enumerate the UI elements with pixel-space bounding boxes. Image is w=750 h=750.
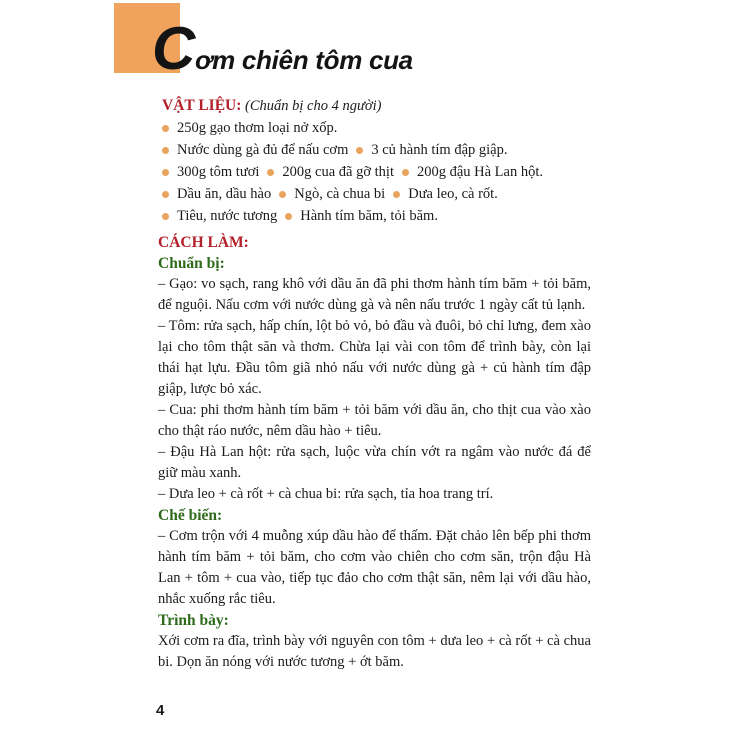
- bullet-dot-icon: [393, 191, 400, 198]
- bullet-dot-icon: [267, 169, 274, 176]
- serve-steps: [158, 631, 591, 673]
- ingredient-text: 200g đậu Hà Lan hột.: [416, 164, 544, 180]
- cook-heading: Chế biến:: [158, 507, 223, 524]
- ingredients-header: [162, 95, 622, 117]
- ingredient-text: Hành tím băm, tỏi băm.: [300, 208, 438, 224]
- ingredient-text: Ngò, cà chua bi: [294, 186, 386, 202]
- prep-heading: Chuẩn bị:: [158, 255, 225, 272]
- ingredients-subheading: (Chuẩn bị cho 4 người): [245, 98, 382, 114]
- bullet-dot-icon: [162, 147, 169, 154]
- ingredients-section: [162, 95, 622, 227]
- step-paragraph: – Tôm: rửa sạch, hấp chín, lột bỏ vỏ, bỏ đầu và đuôi, bỏ chỉ lưng, đem xào lại cho tôm thật săn và thơm. Chừa lại vài con tôm để trình bày, còn lại thái hạt lựu. Đầu tôm giã nhỏ nấu với nước dùng gà + củ hành tím đập giập, lược bỏ xác.: [158, 318, 591, 397]
- bullet-dot-icon: [279, 191, 286, 198]
- ingredient-row: [162, 161, 622, 183]
- ingredient-item: [356, 139, 507, 161]
- step-paragraph: Xới cơm ra đĩa, trình bày với nguyên con tôm + dưa leo + cà rốt + cà chua bi. Dọn ăn nóng với nước tương + ớt băm.: [158, 633, 591, 670]
- ingredient-row: [162, 139, 622, 161]
- ingredient-text: 300g tôm tươi: [177, 164, 260, 180]
- bullet-dot-icon: [402, 169, 409, 176]
- step-paragraph: – Cơm trộn với 4 muỗng xúp dầu hào để thấm. Đặt chảo lên bếp phi thơm hành tím băm + tỏi băm, cho cơm vào chiên cho cơm săn, trộn đậu Hà Lan + tôm + cua vào, tiếp tục đảo cho cơm thật săn, nêm lại với dầu hào, nhắc xuống rắc tiêu.: [158, 528, 591, 607]
- step-paragraph: – Gạo: vo sạch, rang khô với dầu ăn đã phi thơm hành tím băm + tỏi băm, để nguội. Nấu cơm với nước dùng gà và nên nấu trước 1 ngày cất tủ lạnh.: [158, 276, 591, 313]
- bullet-dot-icon: [162, 191, 169, 198]
- prep-steps: [158, 274, 591, 505]
- title-text: ơm chiên tôm cua: [195, 45, 413, 75]
- ingredient-item: [267, 161, 394, 183]
- bullet-dot-icon: [162, 213, 169, 220]
- ingredient-row: [162, 117, 622, 139]
- method-heading: CÁCH LÀM:: [158, 234, 249, 251]
- ingredient-item: [162, 139, 348, 161]
- bullet-dot-icon: [162, 125, 169, 132]
- ingredient-text: 250g gạo thơm loại nở xốp.: [177, 120, 338, 136]
- ingredient-item: [279, 183, 385, 205]
- ingredient-item: [162, 205, 277, 227]
- ingredient-item: [162, 183, 271, 205]
- ingredient-item: [162, 161, 259, 183]
- bullet-dot-icon: [285, 213, 292, 220]
- ingredient-text: Dầu ăn, dầu hào: [177, 186, 272, 202]
- ingredient-item: [402, 161, 543, 183]
- ingredient-text: Nước dùng gà đủ để nấu cơm: [177, 142, 349, 158]
- ingredient-row: [162, 205, 622, 227]
- bullet-dot-icon: [162, 169, 169, 176]
- ingredient-text: 200g cua đã gỡ thịt: [282, 164, 394, 180]
- ingredient-text: Dưa leo, cà rốt.: [408, 186, 498, 202]
- method-section: [158, 232, 591, 673]
- ingredient-item: [162, 117, 337, 139]
- step-paragraph: – Cua: phi thơm hành tím băm + tỏi băm với dầu ăn, cho thịt cua vào xào cho thật ráo nước, nêm dầu hào + tiêu.: [158, 402, 591, 439]
- step-paragraph: – Đậu Hà Lan hột: rửa sạch, luộc vừa chín vớt ra ngâm vào nước đá để giữ màu xanh.: [158, 444, 591, 481]
- step-paragraph: – Dưa leo + cà rốt + cà chua bi: rửa sạch, tỉa hoa trang trí.: [158, 486, 494, 502]
- ingredient-text: Tiêu, nước tương: [177, 208, 278, 224]
- ingredients-list: [162, 117, 622, 227]
- ingredient-item: [285, 205, 438, 227]
- ingredient-item: [393, 183, 498, 205]
- serve-heading: Trình bày:: [158, 612, 229, 629]
- page-number: 4: [156, 702, 165, 719]
- cook-steps: [158, 526, 591, 610]
- ingredient-row: [162, 183, 622, 205]
- ingredient-text: 3 củ hành tím đập giập.: [371, 142, 508, 158]
- title-initial: C: [152, 15, 196, 82]
- ingredients-heading: VẬT LIỆU:: [162, 97, 242, 114]
- recipe-title: [152, 14, 413, 95]
- bullet-dot-icon: [356, 147, 363, 154]
